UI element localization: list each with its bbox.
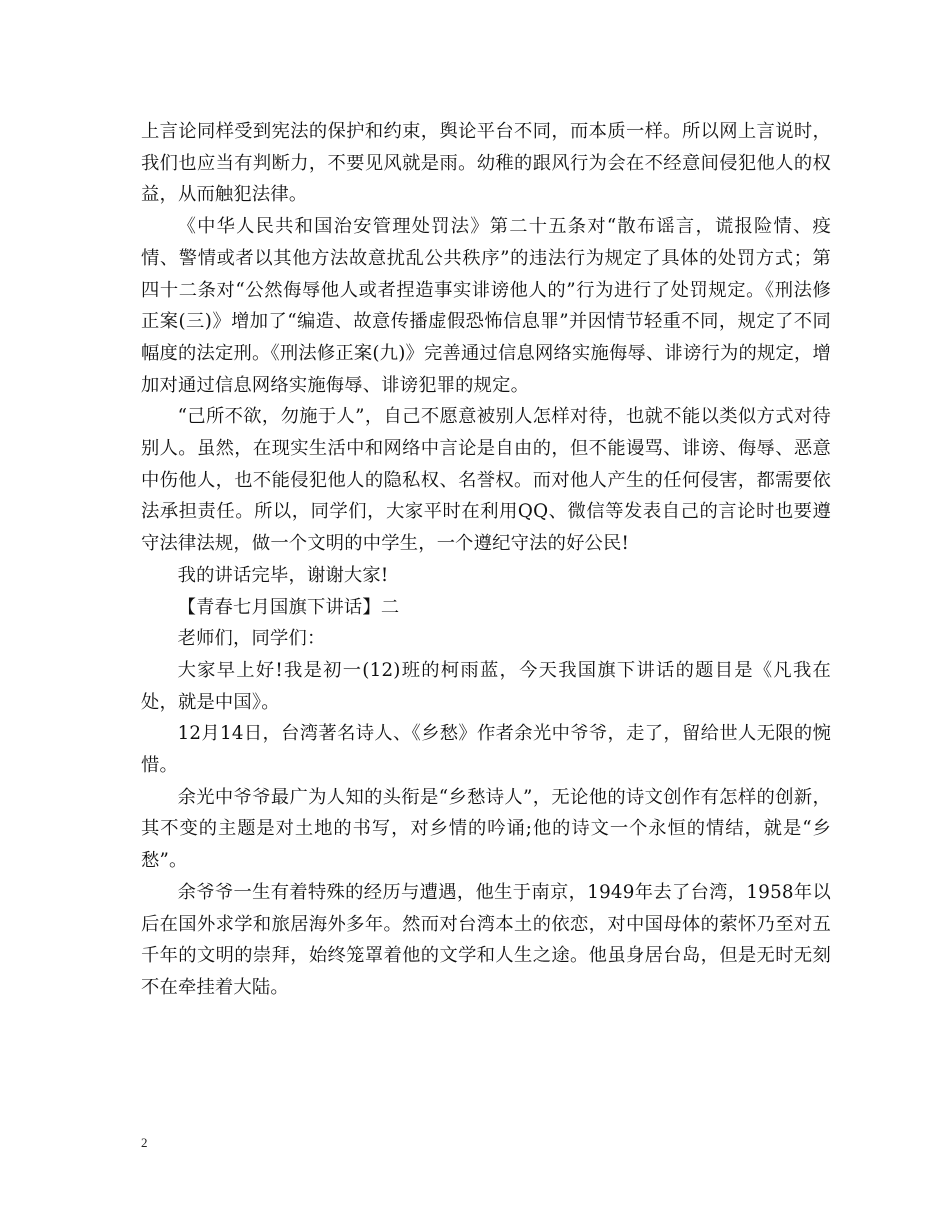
paragraph-8: 12月14日，台湾著名诗人、《乡愁》作者余光中爷爷，走了，留给世人无限的惋惜。 [141,723,831,777]
paragraph-1: 上言论同样受到宪法的保护和约束，舆论平台不同，而本质一样。所以网上言说时，我们也应当有判断力，不要见风就是雨。幼稚的跟风行为会在不经意间侵犯他人的权益，从而触犯法律。 [141,121,831,206]
paragraph-9: 余光中爷爷最广为人知的头衔是“乡愁诗人”，无论他的诗文创作有怎样的创新，其不变的主题是对土地的书写，对乡情的吟诵;他的诗文一个永恒的情结，就是“乡愁”。 [141,786,831,872]
paragraph-3: “己所不欲，勿施于人”，自己不愿意被别人怎样对待，也就不能以类似方式对待别人。虽然，在现实生活中和网络中言论是自由的，但不能谩骂、诽谤、侮辱、恶意中伤他人，也不能侵犯他人的隐私权、名誉权。而对他人产生的任何侵害，都需要依法承担责任。所以，同学们，大家平时在利用QQ、微信等发表自己的言论时也要遵守法律法规，做一个文明的中学生，一个遵纪守法的好公民! [141,406,831,555]
paragraph-7: 大家早上好!我是初一(12)班的柯雨蓝，今天我国旗下讲话的题目是《凡我在处，就是中国》。 [141,659,831,713]
section-heading: 【青春七月国旗下讲话】二 [177,596,400,618]
paragraph-2: 《中华人民共和国治安管理处罚法》第二十五条对“散布谣言，谎报险情、疫情、警情或者以其他方法故意扰乱公共秩序”的违法行为规定了具体的处罚方式；第四十二条对“公然侮辱他人或者捏造事实诽谤他人的”行为进行了处罚规定。《刑法修正案(三)》增加了“编造、故意传播虚假恐怖信息罪”并因情节轻重不同，规定了不同幅度的法定刑。《刑法修正案(九)》完善通过信息网络实施侮辱、诽谤行为的规定，增加对通过信息网络实施侮辱、诽谤犯罪的规定。 [141,216,831,396]
paragraph-10: 余爷爷一生有着特殊的经历与遭遇，他生于南京，1949年去了台湾，1958年以后在国外求学和旅居海外多年。然而对台湾本土的依恋，对中国母体的萦怀乃至对五千年的文明的崇拜，始终笼罩着他的文学和人生之途。他虽身居台岛，但是无时无刻不在牵挂着大陆。 [141,881,831,998]
salutation: 老师们，同学们： [177,628,326,650]
page-number: 2 [141,1135,148,1150]
document-body [141,116,831,1004]
paragraph-4: 我的讲话完毕，谢谢大家! [177,564,389,586]
